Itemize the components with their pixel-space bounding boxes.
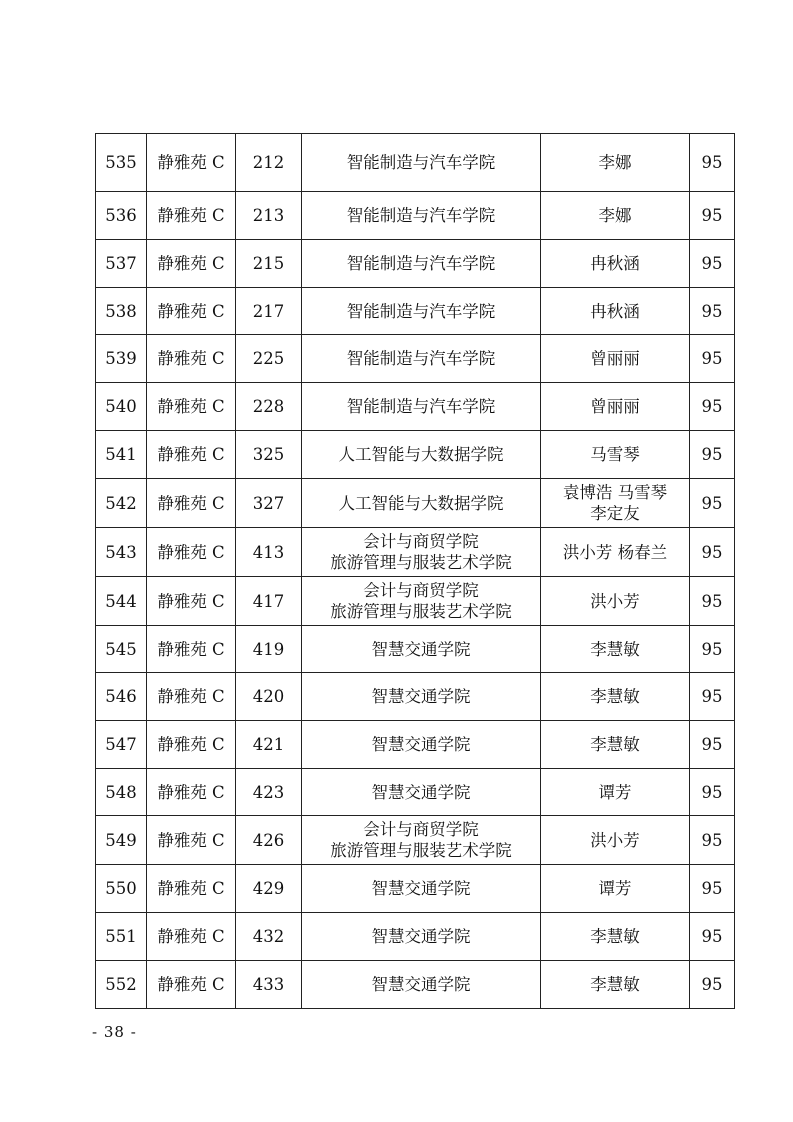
college-cell [302,288,541,335]
table-row [96,913,735,961]
building-cell: 静雅苑 C [147,528,236,577]
row-number-cell: 536 [96,192,147,240]
table-row [96,479,735,528]
score-cell: 95 [690,769,735,816]
room-cell: 325 [236,431,302,479]
building-cell: 静雅苑 C [147,816,236,865]
table-row [96,577,735,626]
college-cell-line: 旅游管理与服装艺术学院 [330,602,512,621]
page-number: - 38 - [92,1023,137,1041]
college-cell-line: 人工智能与大数据学院 [338,493,504,513]
inspector-cell-line: 李定友 [590,504,640,523]
row-number-cell: 535 [96,134,147,192]
room-cell: 423 [236,769,302,816]
row-number-cell: 549 [96,816,147,865]
row-number-cell: 548 [96,769,147,816]
college-cell-line: 会计与商贸学院 [363,581,479,600]
table-row [96,721,735,769]
room-cell: 417 [236,577,302,626]
building-cell: 静雅苑 C [147,134,236,192]
score-cell: 95 [690,479,735,528]
score-cell: 95 [690,335,735,383]
row-number-cell: 539 [96,335,147,383]
room-cell: 413 [236,528,302,577]
table-row [96,673,735,721]
score-cell: 95 [690,288,735,335]
building-cell: 静雅苑 C [147,383,236,431]
table-row [96,769,735,816]
row-number-cell: 546 [96,673,147,721]
table-row [96,865,735,913]
room-cell: 212 [236,134,302,192]
row-number-cell: 551 [96,913,147,961]
inspector-cell [541,721,690,769]
score-cell: 95 [690,240,735,288]
college-cell-line: 智慧交通学院 [371,687,471,706]
score-cell: 95 [690,865,735,913]
score-cell: 95 [690,913,735,961]
college-cell [302,865,541,913]
row-number-cell: 552 [96,961,147,1009]
building-cell: 静雅苑 C [147,913,236,961]
college-cell [302,431,541,479]
score-cell: 95 [690,816,735,865]
row-number-cell: 544 [96,577,147,626]
inspector-cell [541,192,690,240]
building-cell: 静雅苑 C [147,769,236,816]
college-cell [302,335,541,383]
college-cell [302,626,541,673]
building-cell: 静雅苑 C [147,288,236,335]
inspector-cell-line: 谭芳 [598,782,632,802]
inspector-cell-line: 谭芳 [598,879,632,898]
row-number-cell: 543 [96,528,147,577]
college-cell-line: 旅游管理与服装艺术学院 [330,841,512,860]
inspector-cell-line: 曾丽丽 [590,397,640,416]
inspector-cell [541,769,690,816]
table-row [96,528,735,577]
inspector-cell-line: 李慧敏 [590,687,640,706]
table-row [96,431,735,479]
college-cell-line: 智慧交通学院 [371,927,471,946]
row-number-cell: 545 [96,626,147,673]
college-cell [302,528,541,577]
row-number-cell: 547 [96,721,147,769]
college-cell-line: 旅游管理与服装艺术学院 [330,553,512,572]
building-cell: 静雅苑 C [147,335,236,383]
college-cell [302,383,541,431]
college-cell-line: 智能制造与汽车学院 [346,397,496,416]
college-cell [302,673,541,721]
inspector-cell-line: 李娜 [598,206,632,225]
college-cell-line: 智能制造与汽车学院 [346,254,496,273]
building-cell: 静雅苑 C [147,577,236,626]
college-cell-line: 智能制造与汽车学院 [346,349,496,368]
inspector-cell-line: 冉秋涵 [590,254,640,273]
row-number-cell: 538 [96,288,147,335]
room-cell: 225 [236,335,302,383]
college-cell-line: 智慧交通学院 [371,735,471,754]
college-cell [302,913,541,961]
table-row [96,383,735,431]
table-row [96,816,735,865]
college-cell [302,816,541,865]
building-cell: 静雅苑 C [147,431,236,479]
room-cell: 432 [236,913,302,961]
score-cell: 95 [690,961,735,1009]
inspector-cell [541,288,690,335]
college-cell-line: 会计与商贸学院 [363,820,479,839]
college-cell [302,479,541,528]
room-cell: 213 [236,192,302,240]
building-cell: 静雅苑 C [147,721,236,769]
college-cell [302,577,541,626]
table-row [96,192,735,240]
score-cell: 95 [690,721,735,769]
building-cell: 静雅苑 C [147,479,236,528]
inspector-cell-line: 袁博浩 马雪琴 [562,483,668,502]
score-cell: 95 [690,134,735,192]
room-cell: 433 [236,961,302,1009]
table-row [96,626,735,673]
room-cell: 228 [236,383,302,431]
table-row [96,134,735,192]
college-cell-line: 智能制造与汽车学院 [346,301,496,321]
room-cell: 327 [236,479,302,528]
inspector-cell-line: 洪小芳 杨春兰 [562,542,668,562]
college-cell-line: 智慧交通学院 [371,879,471,898]
inspector-cell-line: 洪小芳 [590,591,640,611]
inspector-cell-line: 李慧敏 [590,927,640,946]
college-cell [302,769,541,816]
inspector-cell-line: 李慧敏 [590,975,640,994]
inspector-cell [541,431,690,479]
college-cell [302,192,541,240]
inspector-cell-line: 曾丽丽 [590,349,640,368]
score-cell: 95 [690,528,735,577]
inspector-cell-line: 马雪琴 [590,445,640,464]
college-cell [302,240,541,288]
inspector-cell [541,528,690,577]
inspector-cell [541,673,690,721]
building-cell: 静雅苑 C [147,626,236,673]
college-cell [302,961,541,1009]
inspector-cell-line: 李慧敏 [590,639,640,659]
room-cell: 419 [236,626,302,673]
dormitory-table [95,133,735,1009]
college-cell-line: 智能制造与汽车学院 [346,206,496,225]
table-body [96,134,735,1009]
score-cell: 95 [690,626,735,673]
row-number-cell: 550 [96,865,147,913]
inspector-cell-line: 李娜 [598,153,632,172]
table-row [96,335,735,383]
inspector-cell [541,479,690,528]
college-cell-line: 智慧交通学院 [371,639,471,659]
inspector-cell [541,240,690,288]
building-cell: 静雅苑 C [147,961,236,1009]
room-cell: 426 [236,816,302,865]
row-number-cell: 542 [96,479,147,528]
inspector-cell [541,961,690,1009]
building-cell: 静雅苑 C [147,240,236,288]
score-cell: 95 [690,431,735,479]
score-cell: 95 [690,383,735,431]
score-cell: 95 [690,673,735,721]
row-number-cell: 537 [96,240,147,288]
inspector-cell [541,626,690,673]
college-cell [302,721,541,769]
row-number-cell: 541 [96,431,147,479]
inspector-cell-line: 冉秋涵 [590,301,640,321]
inspector-cell [541,913,690,961]
room-cell: 420 [236,673,302,721]
room-cell: 215 [236,240,302,288]
building-cell: 静雅苑 C [147,192,236,240]
college-cell-line: 智慧交通学院 [371,975,471,994]
building-cell: 静雅苑 C [147,673,236,721]
college-cell-line: 人工智能与大数据学院 [338,445,504,464]
table-row [96,288,735,335]
row-number-cell: 540 [96,383,147,431]
inspector-cell [541,577,690,626]
college-cell [302,134,541,192]
building-cell: 静雅苑 C [147,865,236,913]
table-row [96,961,735,1009]
college-cell-line: 智能制造与汽车学院 [346,153,496,172]
inspector-cell [541,865,690,913]
college-cell-line: 智慧交通学院 [371,782,471,802]
inspector-cell-line: 李慧敏 [590,735,640,754]
inspector-cell [541,383,690,431]
score-cell: 95 [690,577,735,626]
inspector-cell [541,134,690,192]
inspector-cell [541,335,690,383]
inspector-cell [541,816,690,865]
room-cell: 429 [236,865,302,913]
inspector-cell-line: 洪小芳 [590,830,640,850]
score-cell: 95 [690,192,735,240]
table-row [96,240,735,288]
room-cell: 217 [236,288,302,335]
room-cell: 421 [236,721,302,769]
college-cell-line: 会计与商贸学院 [363,532,479,551]
